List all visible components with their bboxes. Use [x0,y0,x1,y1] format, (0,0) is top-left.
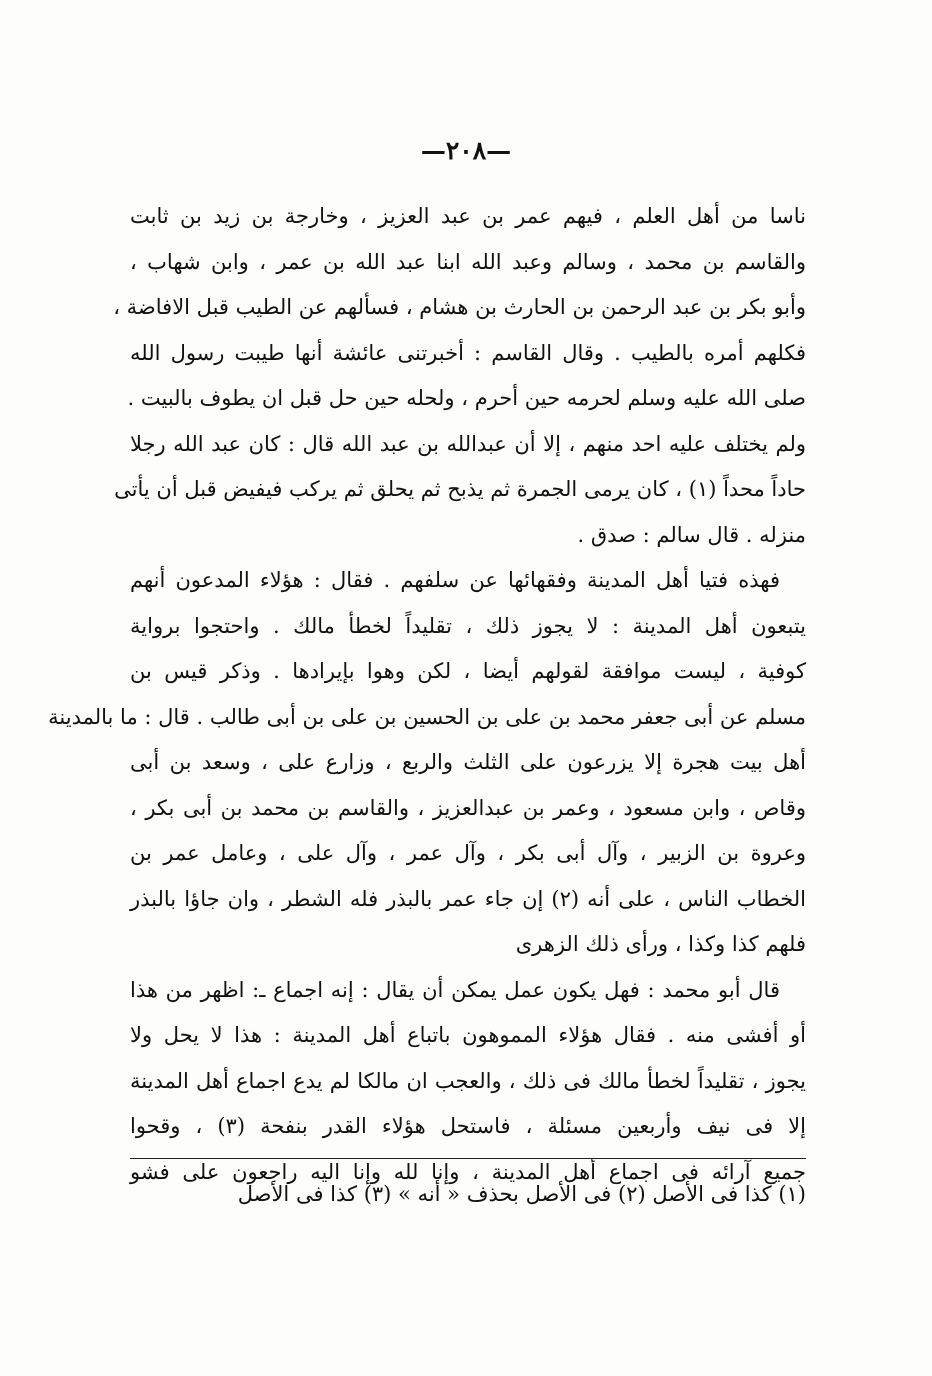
text-line: أهل بيت هجرة إلا يزرعون على الثلث والربع ، وزارع على ، وسعد بن أبى [130,750,806,774]
page-number: —٢٠٨— [420,136,512,165]
text-line: وعروة بن الزبير ، وآل أبى بكر ، وآل عمر ، وآل على ، وعامل عمر بن [130,841,806,865]
text-line: منزله . قال سالم : صدق . [577,522,806,547]
text-line: أو أفشى منه . فقال هؤلاء المموهون باتباع أهل المدينة : هذا لا يحل ولا [130,1023,806,1047]
footnotes: (١) كذا فى الأصل (٢) فى الأصل بحذف « أنه » (٣) كذا فى الأصل [237,1182,806,1206]
text-line: حاداً محداً (١) ، كان يرمى الجمرة ثم يذبح ثم يحلق ثم يركب فيفيض قبل أن يأتى [114,477,806,501]
text-line: صلى الله عليه وسلم لحرمه حين أحرم ، ولحله حين حل قبل ان يطوف بالبيت . [127,386,806,410]
text-line: فكلهم أمره بالطيب . وقال القاسم : أخبرتنى عائشة أنها طيبت رسول الله [130,340,806,365]
text-line: يتبعون أهل المدينة : لا يجوز ذلك ، تقليداً لخطأ مالك . واحتجوا برواية [130,613,806,638]
text-line: فلهم كذا وكذا ، ورأى ذلك الزهرى [515,932,806,956]
text-line: قال أبو محمد : فهل يكون عمل يمكن أن يقال : إنه اجماع ـ: اظهر من هذا [130,977,780,1002]
text-line: مسلم عن أبى جعفر محمد بن على بن الحسين بن على بن أبى طالب . قال : ما بالمدينة [48,704,806,729]
text-line: جميع آرائه فى اجماع أهل المدينة ، وإنا لله وإنا اليه راجعون على فشو [130,1159,806,1184]
main-text [48,194,806,1195]
text-line: والقاسم بن محمد ، وسالم وعبد الله ابنا عبد الله بن عمر ، وابن شهاب ، [130,249,806,274]
text-line: ناسا من أهل العلم ، فيهم عمر بن عبد العزيز ، وخارجة بن زيد بن ثابت [130,204,806,228]
text-line: الخطاب الناس ، على أنه (٢) إن جاء عمر بالبذر فله الشطر ، وان جاؤا بالبذر [130,886,806,911]
text-line: وقاص ، وابن مسعود ، وعمر بن عبدالعزيز ، والقاسم بن محمد بن أبى بكر ، [130,795,806,820]
text-line: فهذه فتيا أهل المدينة وفقهائها عن سلفهم . فقال : هؤلاء المدعون أنهم [130,568,780,592]
text-line: ولم يختلف عليه احد منهم ، إلا أن عبدالله بن عبد الله قال : كان عبد الله رجلا [130,431,806,456]
text-line: كوفية ، ليست موافقة لقولهم أيضا ، لكن وهوا بإيرادها . وذكر قيس بن [130,659,806,683]
text-line: يجوز ، تقليداً لخطأ مالك فى ذلك ، والعجب ان مالكا لم يدع اجماع أهل المدينة [130,1068,806,1093]
text-line: وأبو بكر بن عبد الرحمن بن الحارث بن هشام ، فسألهم عن الطيب قبل الافاضة ، [113,295,806,319]
footnote-divider [130,1158,806,1159]
text-line: إلا فى نيف وأربعين مسئلة ، فاستحل هؤلاء القدر بنفحة (٣) ، وقحوا [130,1114,806,1138]
